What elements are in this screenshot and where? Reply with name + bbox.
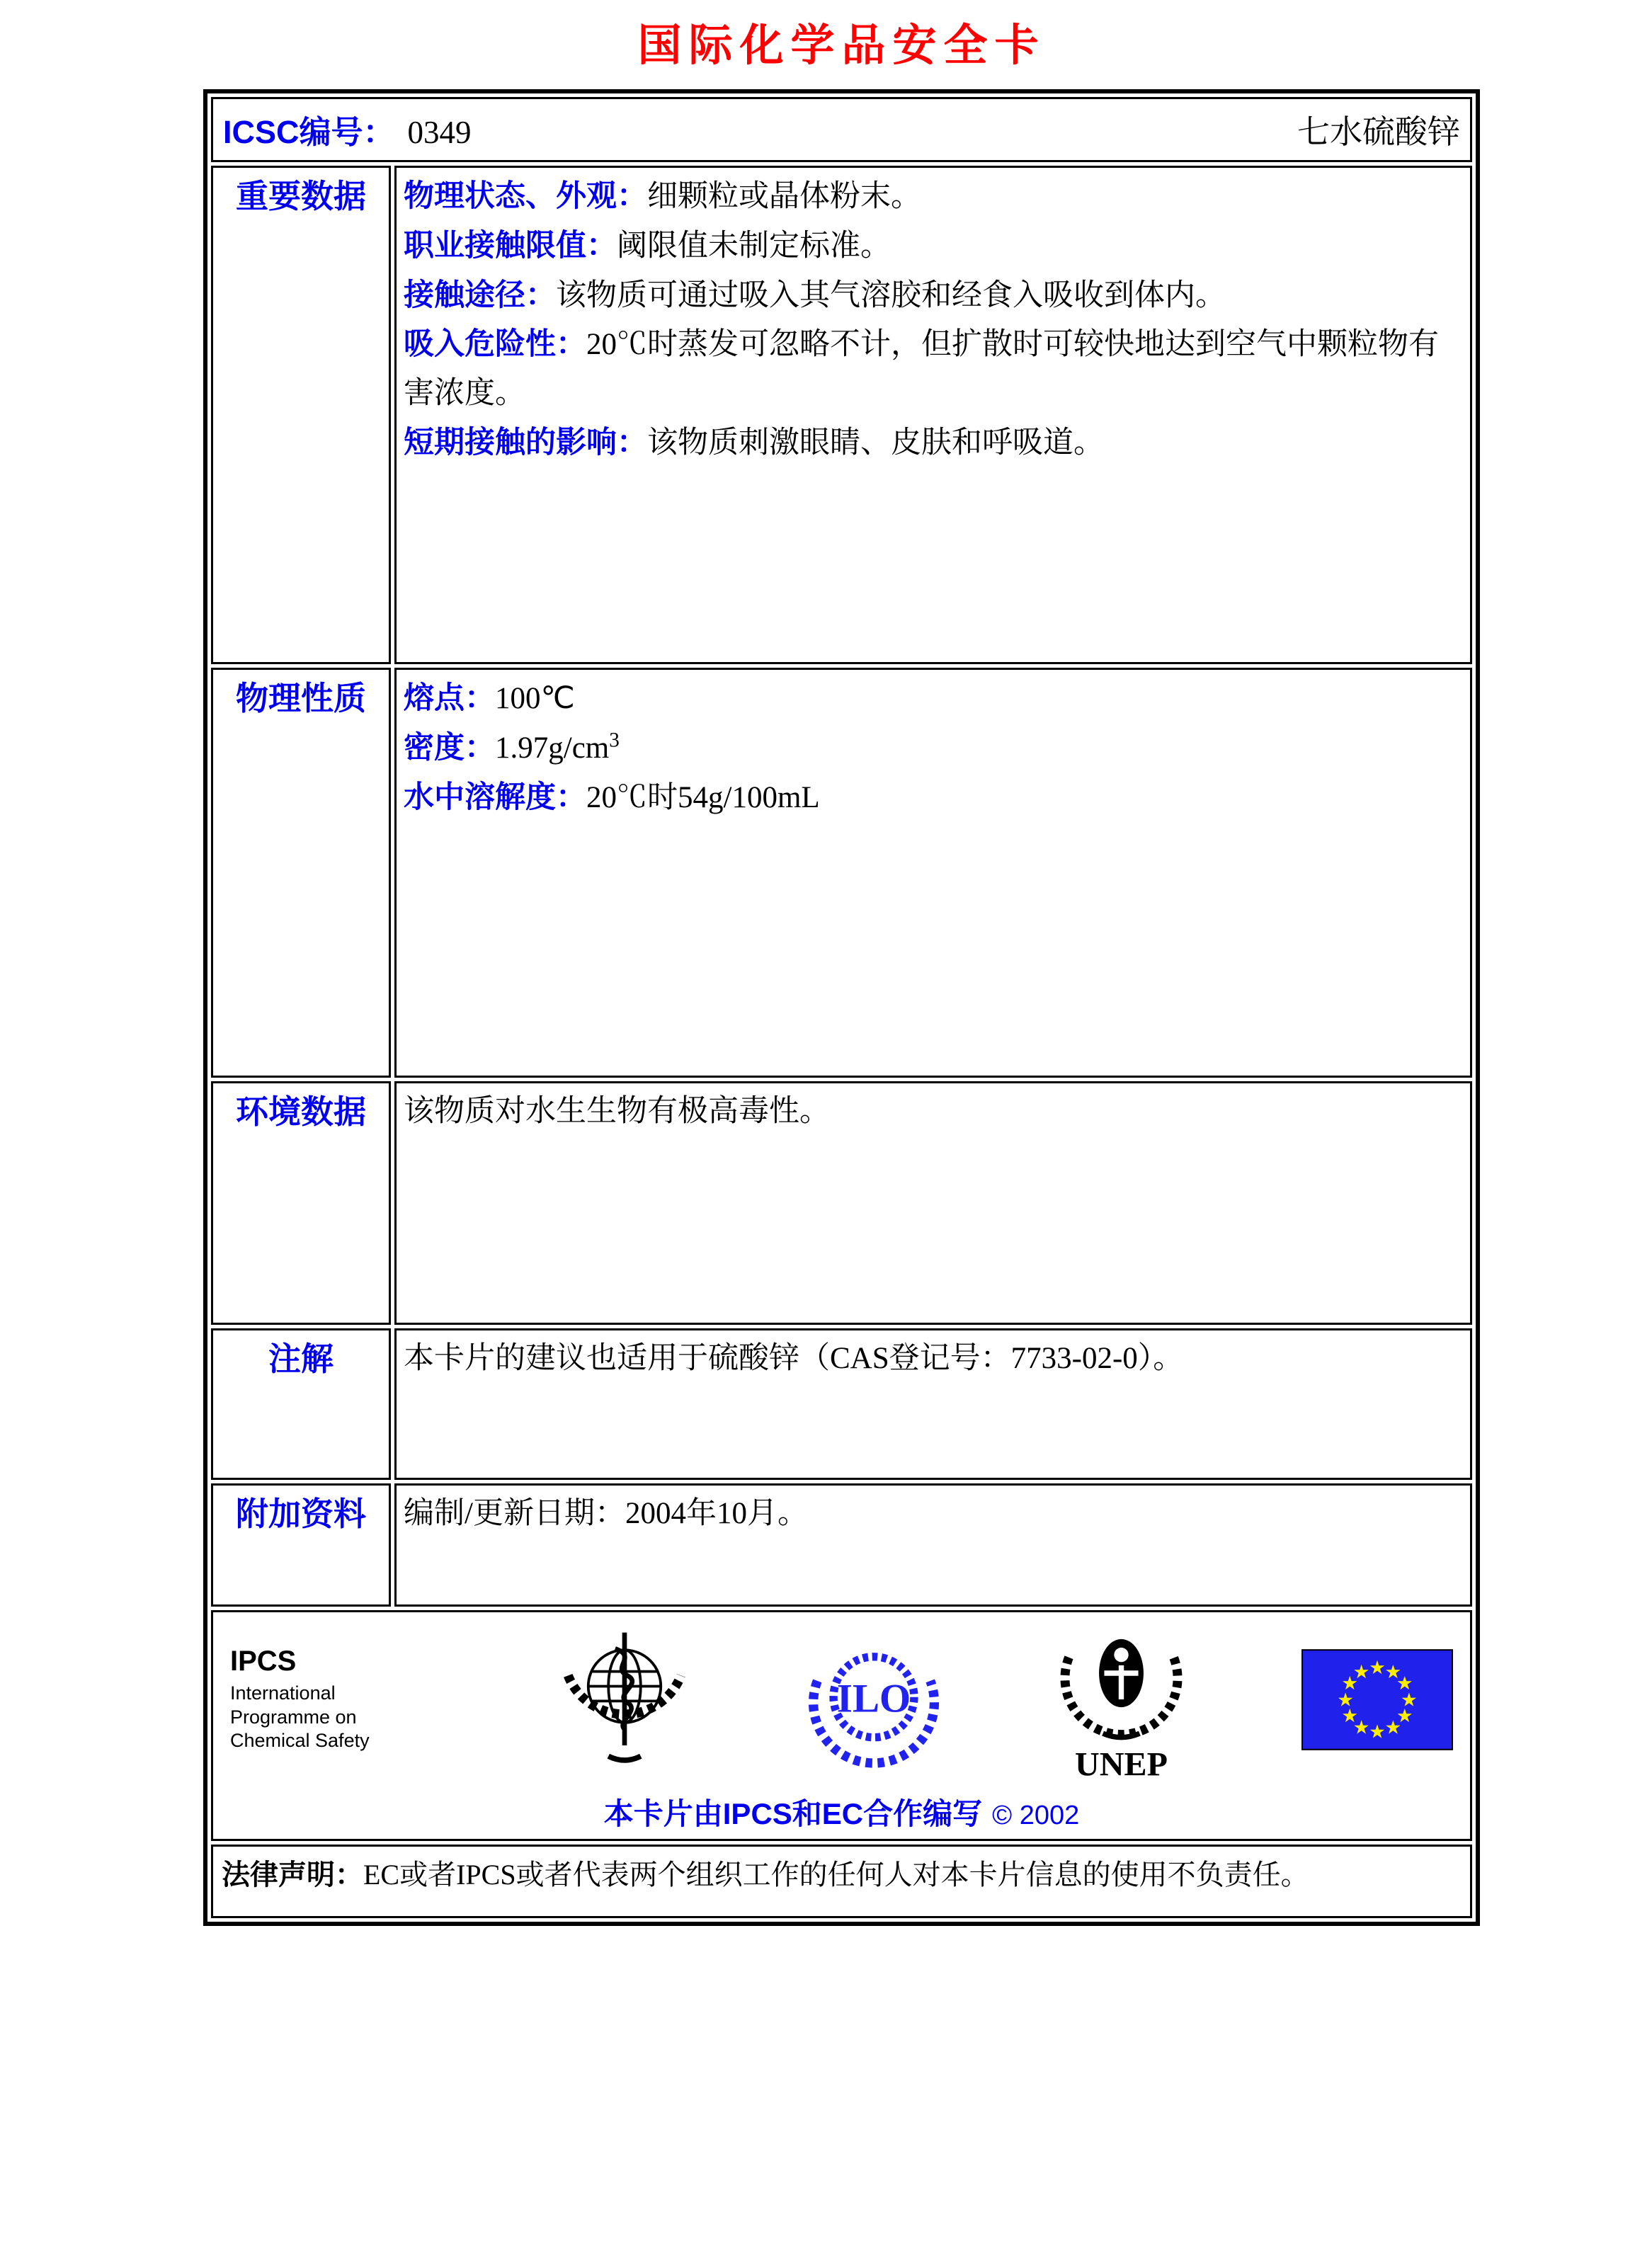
svg-text:★: ★ bbox=[1396, 1672, 1413, 1694]
field-row bbox=[404, 674, 1460, 724]
environment-text: 该物质对水生生物有极高毒性。 bbox=[404, 1095, 830, 1128]
copyright-text: 本卡片由IPCS和EC合作编写 bbox=[603, 1797, 983, 1830]
svg-text:★: ★ bbox=[1341, 1704, 1359, 1727]
ipcs-block bbox=[230, 1646, 443, 1753]
svg-text:★: ★ bbox=[1352, 1660, 1370, 1683]
section-content-important-data bbox=[394, 166, 1472, 664]
eu-flag-icon bbox=[1301, 1649, 1453, 1750]
table-row bbox=[211, 166, 1472, 664]
icsc-number-value: 0349 bbox=[407, 115, 472, 150]
field-row bbox=[404, 773, 1460, 823]
field-row bbox=[404, 724, 1460, 773]
table-row bbox=[211, 1483, 1472, 1607]
svg-text:★: ★ bbox=[1369, 1656, 1386, 1679]
section-content-notes bbox=[394, 1328, 1472, 1480]
icsc-card-table bbox=[203, 89, 1480, 1926]
section-label-environmental-data: 环境数据 bbox=[211, 1081, 391, 1325]
additional-info-text: 编制/更新日期：2004年10月。 bbox=[404, 1497, 808, 1530]
svg-text:★: ★ bbox=[1352, 1716, 1370, 1738]
icsc-number-label: ICSC编号： bbox=[223, 114, 395, 150]
svg-text:★: ★ bbox=[1396, 1704, 1413, 1727]
field-row bbox=[404, 271, 1460, 321]
field-value: 100℃ bbox=[495, 682, 575, 715]
section-content-environmental-data bbox=[394, 1081, 1472, 1325]
field-label: 职业接触限值： bbox=[404, 228, 617, 263]
field-value: 该物质可通过吸入其气溶胶和经食入吸收到体内。 bbox=[556, 278, 1226, 312]
density-superscript: 3 bbox=[609, 729, 620, 752]
notes-text: 本卡片的建议也适用于硫酸锌（CAS登记号：7733-02-0）。 bbox=[404, 1342, 1184, 1375]
copyright-year: © 2002 bbox=[992, 1801, 1080, 1830]
unep-logo-icon bbox=[1056, 1618, 1187, 1781]
who-logo-icon bbox=[557, 1627, 692, 1772]
section-content-additional-info bbox=[394, 1483, 1472, 1607]
svg-text:★: ★ bbox=[1341, 1672, 1359, 1694]
header-cell bbox=[211, 97, 1472, 162]
field-label: 吸入危险性： bbox=[404, 327, 586, 362]
field-row bbox=[404, 320, 1460, 418]
table-row bbox=[211, 97, 1472, 162]
field-label: 短期接触的影响： bbox=[404, 425, 647, 460]
ipcs-title: IPCS bbox=[230, 1645, 297, 1677]
field-label: 密度： bbox=[404, 730, 495, 765]
field-value: 20℃时蒸发可忽略不计，但扩散时可较快地达到空气中颗粒物有害浓度。 bbox=[404, 328, 1439, 411]
field-row bbox=[404, 418, 1460, 468]
ipcs-line: Programme on bbox=[230, 1706, 357, 1728]
section-label-physical-properties: 物理性质 bbox=[211, 668, 391, 1078]
field-label: 物理状态、外观： bbox=[404, 179, 647, 213]
legal-text: EC或者IPCS或者代表两个组织工作的任何人对本卡片信息的使用不负责任。 bbox=[363, 1859, 1309, 1891]
icsc-number bbox=[223, 106, 472, 152]
page-title: 国际化学品安全卡 bbox=[637, 19, 1046, 71]
field-value: 20℃时54g/100mL bbox=[586, 780, 820, 814]
ilo-logo-icon bbox=[807, 1627, 941, 1772]
section-content-physical-properties bbox=[394, 668, 1472, 1078]
field-value: 细颗粒或晶体粉末。 bbox=[647, 180, 921, 213]
section-label-additional-info: 附加资料 bbox=[211, 1483, 391, 1607]
unep-logo-slot bbox=[1056, 1618, 1187, 1781]
field-label: 接触途径： bbox=[404, 278, 556, 312]
ilo-logo-slot bbox=[807, 1627, 941, 1772]
field-label: 熔点： bbox=[404, 681, 495, 715]
logos-cell bbox=[211, 1610, 1472, 1841]
svg-text:★: ★ bbox=[1384, 1716, 1402, 1738]
ipcs-line: Chemical Safety bbox=[230, 1730, 370, 1752]
ipcs-line: International bbox=[230, 1682, 336, 1704]
ilo-logo-text: ILO bbox=[836, 1676, 911, 1721]
field-row bbox=[404, 172, 1460, 222]
field-value: 阈限值未制定标准。 bbox=[617, 229, 891, 263]
table-row bbox=[211, 1845, 1472, 1918]
chemical-name: 七水硫酸锌 bbox=[1297, 114, 1460, 150]
table-row bbox=[211, 1328, 1472, 1480]
eu-flag-slot bbox=[1301, 1649, 1453, 1750]
logos-strip bbox=[223, 1618, 1460, 1781]
section-label-notes: 注解 bbox=[211, 1328, 391, 1480]
legal-label: 法律声明： bbox=[222, 1859, 363, 1891]
svg-text:★: ★ bbox=[1337, 1689, 1355, 1711]
field-value: 1.97g/cm bbox=[495, 731, 610, 765]
table-row bbox=[211, 1081, 1472, 1325]
field-value: 该物质刺激眼睛、皮肤和呼吸道。 bbox=[647, 426, 1104, 460]
svg-text:★: ★ bbox=[1400, 1689, 1418, 1711]
table-row bbox=[211, 668, 1472, 1078]
who-logo-slot bbox=[557, 1627, 692, 1772]
field-label: 水中溶解度： bbox=[404, 780, 586, 814]
copyright-line bbox=[223, 1791, 1460, 1833]
unep-logo-text: UNEP bbox=[1075, 1745, 1168, 1781]
legal-cell bbox=[211, 1845, 1472, 1918]
section-label-important-data: 重要数据 bbox=[211, 166, 391, 664]
field-row bbox=[404, 222, 1460, 271]
table-row bbox=[211, 1610, 1472, 1841]
svg-text:★: ★ bbox=[1369, 1721, 1386, 1743]
svg-text:★: ★ bbox=[1384, 1660, 1402, 1683]
